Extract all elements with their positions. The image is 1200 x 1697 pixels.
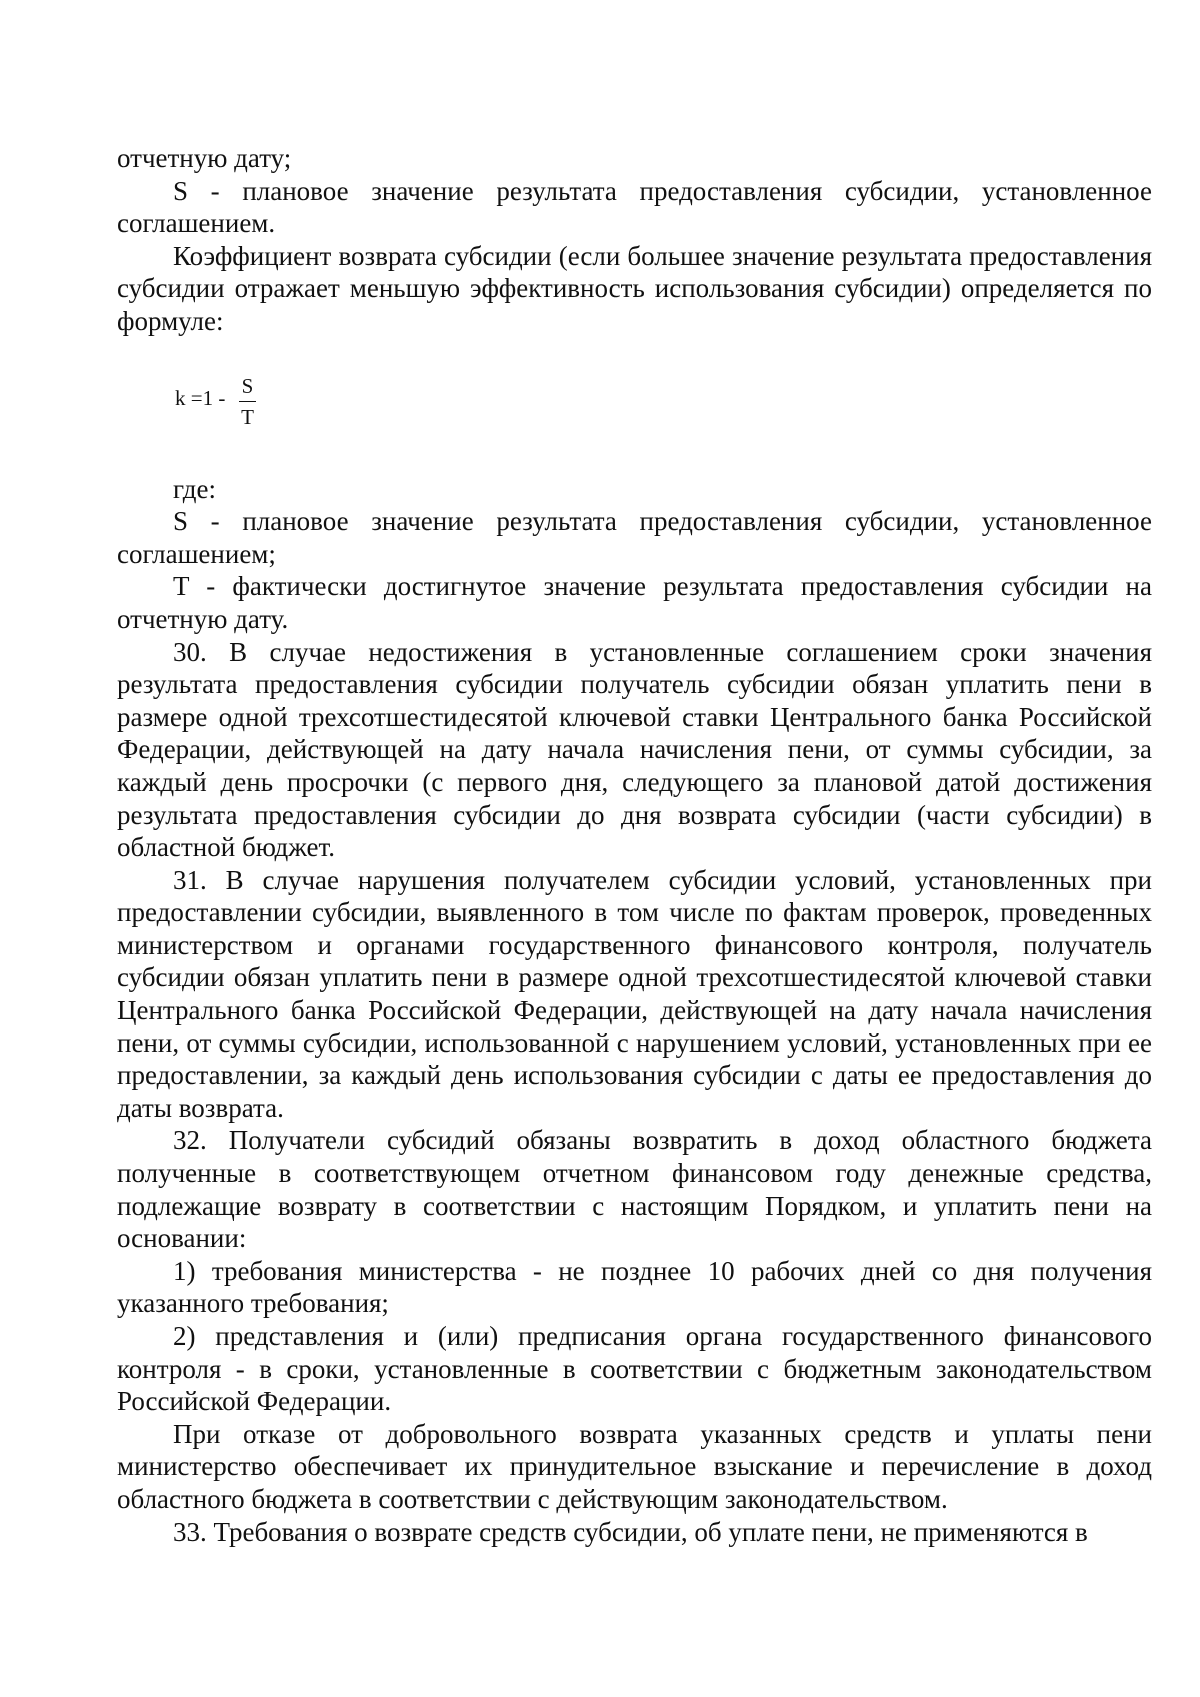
formula-fraction — [239, 374, 256, 429]
paragraph-subitem-1: 1) требования министерства - не позднее 10 рабочих дней со дня получения указанного требования; — [117, 1255, 1152, 1319]
document-page — [117, 142, 1152, 1548]
formula-numerator: S — [241, 373, 254, 398]
paragraph-coefficient-intro: Коэффициент возврата субсидии (если большее значение результата предоставления субсидии отражает меньшую эффективность использования субсидии) определяется по формуле: — [117, 240, 1152, 336]
paragraph-item-30: 30. В случае недостижения в установленные соглашением сроки значения результата предоставления субсидии получатель субсидии обязан уплатить пени в размере одной трехсотшестидесятой ключевой ставки Центрального банка Российской Федерации, действующей на дату начала начисления пени, от суммы субсидии, за каждый день просрочки (с первого дня, следующего за плановой датой достижения результата предоставления субсидии до дня возврата субсидии (части субсидии) в областной бюджет. — [117, 636, 1152, 863]
paragraph-where: где: — [173, 473, 216, 504]
paragraph-item-31: 31. В случае нарушения получателем субсидии условий, установленных при предоставлении субсидии, выявленного в том числе по фактам проверок, проведенных министерством и органами государственного финансового контроля, получатель субсидии обязан уплатить пени в размере одной трехсотшестидесятой ключевой ставки Центрального банка Российской Федерации, действующей на дату начала начисления пени, от суммы субсидии, использованной с нарушением условий, установленных при ее предоставлении, за каждый день использования субсидии с даты ее предоставления до даты возврата. — [117, 864, 1152, 1123]
paragraph-item-33: 33. Требования о возврате средств субсидии, об уплате пени, не применяются в — [173, 1516, 1088, 1547]
paragraph-refusal: При отказе от добровольного возврата указанных средств и уплаты пени министерство обеспечивает их принудительное взыскание и перечисление в доход областного бюджета в соответствии с действующим законодательством. — [117, 1418, 1152, 1514]
paragraph-s-definition: S - плановое значение результата предоставления субсидии, установленное соглашением. — [117, 175, 1152, 239]
paragraph-s-definition-2: S - плановое значение результата предоставления субсидии, установленное соглашением; — [117, 506, 1152, 569]
formula-lhs: k =1 - — [175, 385, 226, 410]
formula-block — [117, 338, 1152, 473]
formula-denominator: T — [241, 404, 254, 429]
paragraph-t-definition: T - фактически достигнутое значение результата предоставления субсидии на отчетную дату. — [117, 571, 1152, 634]
paragraph-item-32: 32. Получатели субсидий обязаны возвратить в доход областного бюджета полученные в соответствующем отчетном финансовом году денежные средства, подлежащие возврату в соответствии с настоящим Порядком, и уплатить пени на основании: — [117, 1125, 1152, 1254]
paragraph-subitem-2: 2) представления и (или) предписания органа государственного финансового контроля - в сроки, установленные в соответствии с бюджетным законодательством Российской Федерации. — [117, 1321, 1152, 1417]
paragraph-continuation: отчетную дату; — [117, 143, 292, 173]
